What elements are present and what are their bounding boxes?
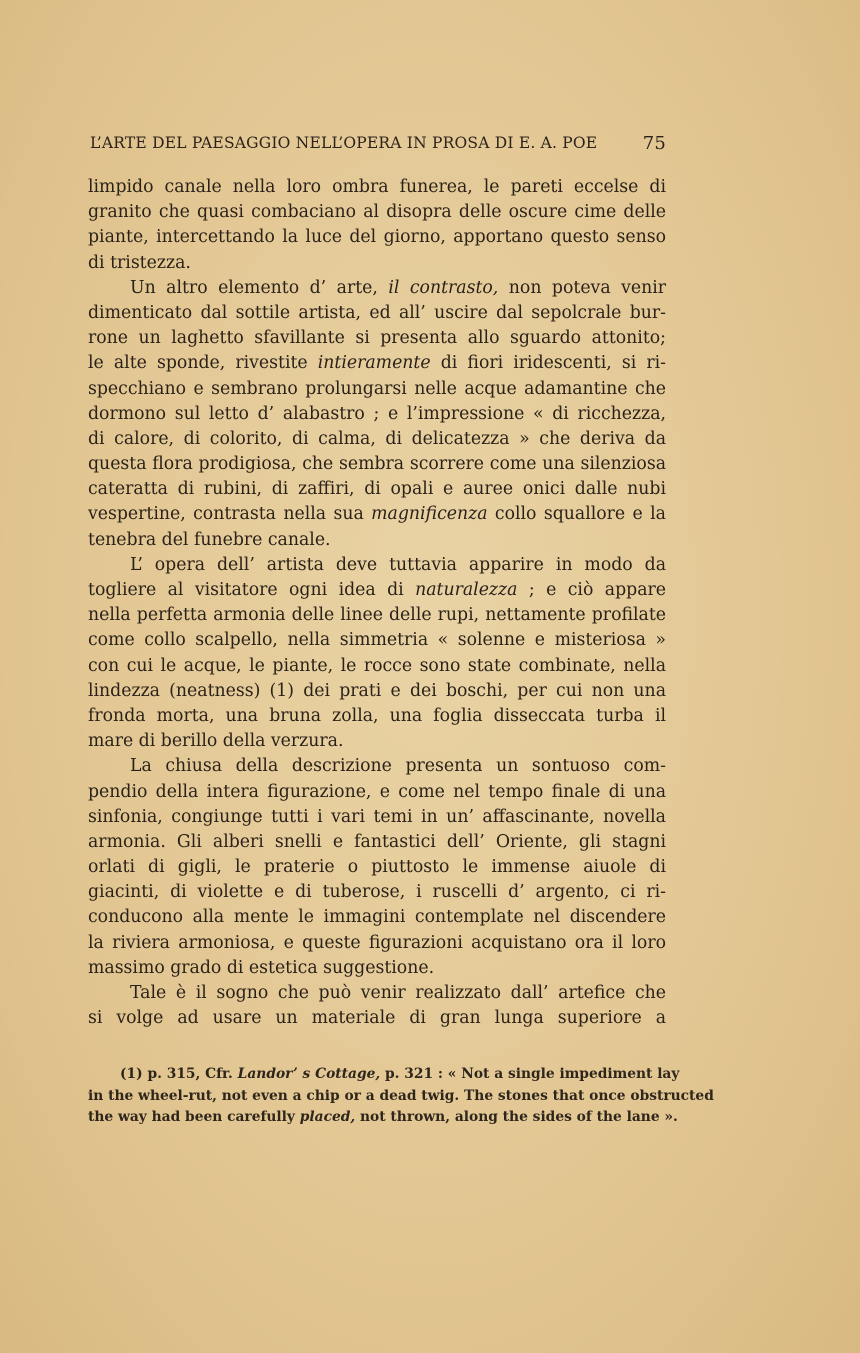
text-line: specchiano e sembrano prolungarsi nelle acque adamantine che xyxy=(88,378,666,399)
running-title: L’ARTE DEL PAESAGGIO NELL’OPERA IN PROSA DI E. A. POE xyxy=(90,134,598,152)
text-line: di tristezza. xyxy=(88,252,191,273)
text-line: di calore, di colorito, di calma, di delicatezza » che deriva da xyxy=(88,428,666,449)
text-line: cateratta di rubini, di zaffiri, di opali e auree onici dalle nubi xyxy=(88,479,666,500)
text-line: sinfonia, congiunge tutti i vari temi in un’ affascinante, novella xyxy=(88,806,666,827)
text-line: tenebra del funebre canale. xyxy=(88,529,331,550)
text-line: Tale è il sogno che può venir realizzato dall’ artefice che xyxy=(130,983,666,1003)
footnote-line: the way had been carefully placed, not thrown, along the sides of the lane ». xyxy=(88,1109,678,1125)
footnote-line: (1) p. 315, Cfr. Landor’ s Cottage, p. 321 : « Not a single impediment lay xyxy=(120,1066,680,1082)
text-line: La chiusa della descrizione presenta un sontuoso com- xyxy=(130,756,666,777)
text-line: le alte sponde, rivestite intieramente di fiori iridescenti, si ri- xyxy=(88,353,666,374)
text-line: dormono sul letto d’ alabastro ; e l’impressione « di ricchezza, xyxy=(88,403,666,424)
text-line: piante, intercettando la luce del giorno, apportano questo senso xyxy=(88,227,666,248)
text-line: pendio della intera figurazione, e come nel tempo finale di una xyxy=(88,781,666,802)
text-line: massimo grado di estetica suggestione. xyxy=(88,957,435,978)
text-line: come collo scalpello, nella simmetria « solenne e misteriosa » xyxy=(88,630,666,651)
footnote-line: in the wheel-rut, not even a chip or a dead twig. The stones that once obstructed xyxy=(88,1087,714,1104)
text-line: vespertine, contrasta nella sua magnificenza collo squallore e la xyxy=(88,504,666,525)
text-line: mare di berillo della verzura. xyxy=(88,731,344,752)
text-line: la riviera armoniosa, e queste figurazioni acquistano ora il loro xyxy=(88,932,666,953)
text-line: orlati di gigli, le praterie o piuttosto le immense aiuole di xyxy=(88,857,666,878)
text-line: giacinti, di violette e di tuberose, i ruscelli d’ argento, ci ri- xyxy=(88,882,666,903)
running-header xyxy=(88,134,666,158)
text-line: granito che quasi combaciano al disopra delle oscure cime delle xyxy=(88,202,666,223)
text-line: con cui le acque, le piante, le rocce sono state combinate, nella xyxy=(88,655,666,676)
text-line: nella perfetta armonia delle linee delle rupi, nettamente profilate xyxy=(88,605,666,626)
body-text xyxy=(88,175,666,1031)
text-line: lindezza (neatness) (1) dei prati e dei boschi, per cui non una xyxy=(88,680,666,701)
footnotes xyxy=(88,1064,714,1129)
text-line: Un altro elemento d’ arte, il contrasto, non poteva venir xyxy=(130,277,666,298)
text-line: limpido canale nella loro ombra funerea, le pareti eccelse di xyxy=(88,177,666,197)
text-line: armonia. Gli alberi snelli e fantastici dell’ Oriente, gli stagni xyxy=(88,831,666,852)
text-line: dimenticato dal sottile artista, ed all’ uscire dal sepolcrale bur- xyxy=(88,302,666,323)
text-line: togliere al visitatore ogni idea di naturalezza ; e ciò appare xyxy=(88,580,666,600)
page-number: 75 xyxy=(642,133,666,154)
text-line: questa flora prodigiosa, che sembra scorrere come una silenziosa xyxy=(88,454,666,475)
text-line: si volge ad usare un materiale di gran lunga superiore a xyxy=(88,1008,666,1029)
text-line: L’ opera dell’ artista deve tuttavia apparire in modo da xyxy=(130,554,666,575)
text-line: fronda morta, una bruna zolla, una foglia disseccata turba il xyxy=(88,705,666,726)
text-line: conducono alla mente le immagini contemplate nel discendere xyxy=(88,907,666,928)
text-line: rone un laghetto sfavillante si presenta allo sguardo attonito; xyxy=(88,328,666,349)
